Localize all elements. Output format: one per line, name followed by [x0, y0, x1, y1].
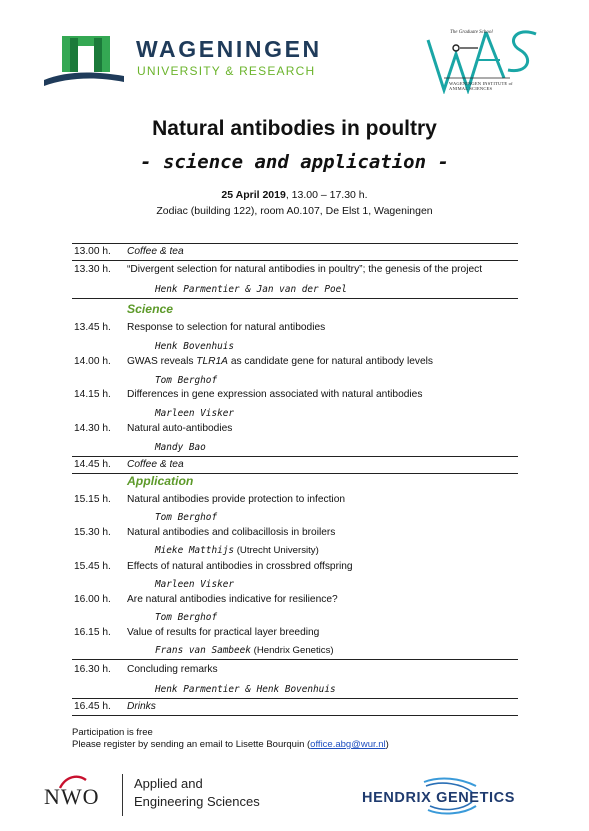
program-speaker	[155, 341, 234, 352]
program-time: 15.30 h.	[74, 527, 111, 538]
wur-name: WAGENINGEN	[136, 36, 322, 62]
speaker-affiliation: (Utrecht University)	[234, 545, 319, 556]
program-speaker	[155, 684, 336, 695]
participation-note: Participation is free	[72, 727, 153, 738]
email-link[interactable]: office.abg@wur.nl	[310, 739, 386, 750]
nwo-wordmark: NWO	[44, 784, 100, 809]
program-speaker	[155, 442, 206, 453]
speaker-name: Tom Berghof	[155, 375, 218, 386]
program-divider	[72, 698, 518, 699]
program-time: 14.15 h.	[74, 389, 111, 400]
speaker-name: Frans van Sambeek	[155, 645, 251, 656]
program-description: Natural antibodies and colibacillosis in broilers	[127, 527, 336, 538]
speaker-name: Tom Berghof	[155, 612, 218, 623]
program-description: Are natural antibodies indicative for resilience?	[127, 594, 338, 605]
program-time: 16.45 h.	[74, 701, 111, 712]
event-date-bold: 25 April 2019	[221, 189, 286, 201]
speaker-name: Henk Parmentier & Henk Bovenhuis	[155, 684, 336, 695]
program-speaker	[155, 408, 234, 419]
program-time: 13.00 h.	[74, 246, 111, 257]
speaker-name: Tom Berghof	[155, 512, 218, 523]
wias-graduate-school-text: The Graduate School	[450, 30, 493, 35]
page-subtitle: - science and application -	[140, 151, 449, 173]
program-description: Natural auto-antibodies	[127, 423, 233, 434]
hendrix-wordmark: HENDRIX GENETICS	[362, 790, 516, 806]
speaker-name: Mandy Bao	[155, 442, 206, 453]
program-speaker	[155, 612, 217, 623]
program-speaker	[155, 284, 347, 295]
speaker-name: Marleen Visker	[155, 579, 235, 590]
nwo-text-line2: Engineering Sciences	[134, 794, 260, 809]
program-description: Effects of natural antibodies in crossbred offspring	[127, 561, 353, 572]
program-divider	[72, 659, 518, 660]
program-time: 14.45 h.	[74, 459, 111, 470]
program-time: 16.30 h.	[74, 664, 111, 675]
gene-name: TLR1A	[196, 356, 228, 367]
program-divider	[72, 715, 518, 716]
page-title: Natural antibodies in poultry	[152, 117, 437, 140]
program-description: Coffee & tea	[127, 459, 184, 470]
program-divider	[72, 456, 518, 457]
section-heading-application: Application	[127, 474, 194, 488]
wias-name-line1: WAGENINGEN INSTITUTE of	[449, 81, 513, 86]
nwo-divider	[122, 774, 123, 816]
nwo-logo	[44, 772, 284, 822]
speaker-name: Henk Bovenhuis	[155, 341, 235, 352]
program-description: Response to selection for natural antibodies	[127, 322, 326, 333]
wur-logo	[44, 32, 354, 94]
description-part: GWAS reveals	[127, 356, 197, 367]
program-time: 15.45 h.	[74, 561, 111, 572]
program-time: 16.00 h.	[74, 594, 111, 605]
wias-logo	[420, 20, 544, 94]
section-heading-science: Science	[127, 302, 174, 316]
program-divider	[72, 260, 518, 261]
program-speaker	[155, 512, 217, 523]
registration-note	[72, 739, 389, 750]
speaker-name: Marleen Visker	[155, 408, 235, 419]
program-description: Drinks	[127, 701, 156, 712]
nwo-swoosh-icon	[58, 772, 88, 792]
program-description: Differences in gene expression associated with natural antibodies	[127, 389, 423, 400]
speaker-affiliation: (Hendrix Genetics)	[250, 645, 334, 656]
nwo-text-line1: Applied and	[134, 776, 203, 791]
program-speaker	[155, 579, 234, 590]
wias-name-line2: ANIMAL SCIENCES	[449, 86, 493, 91]
description-part: as candidate gene for natural antibody levels	[227, 356, 434, 367]
program-description: Value of results for practical layer breeding	[127, 627, 320, 638]
program-time: 16.15 h.	[74, 627, 111, 638]
registration-text-end: )	[385, 739, 389, 750]
program-time: 14.00 h.	[74, 356, 111, 367]
speaker-name: Henk Parmentier & Jan van der Poel	[155, 284, 347, 295]
hendrix-genetics-logo	[362, 774, 542, 818]
program-description: Concluding remarks	[127, 664, 218, 675]
speaker-name: Mieke Matthijs	[155, 545, 235, 556]
event-venue: Zodiac (building 122), room A0.107, De Elst 1, Wageningen	[156, 205, 433, 217]
event-date	[0, 189, 589, 201]
event-time: , 13.00 – 17.30 h.	[285, 189, 368, 201]
program-description: Coffee & tea	[127, 246, 184, 257]
program-time: 13.45 h.	[74, 322, 111, 333]
program-description: Natural antibodies provide protection to infection	[127, 494, 346, 505]
program-speaker	[155, 645, 334, 656]
wur-subtitle: UNIVERSITY & RESEARCH	[137, 64, 316, 78]
program-time: 15.15 h.	[74, 494, 111, 505]
registration-text: Please register by sending an email to Lisette Bourquin (	[72, 739, 311, 750]
program-description	[127, 356, 433, 367]
program-time: 13.30 h.	[74, 264, 111, 275]
program-divider	[72, 243, 518, 244]
program-divider	[72, 298, 518, 299]
program-time: 14.30 h.	[74, 423, 111, 434]
wur-logo-mark-icon	[44, 32, 124, 90]
program-speaker	[155, 375, 217, 386]
program-speaker	[155, 545, 319, 556]
program-description: “Divergent selection for natural antibodies in poultry”; the genesis of the project	[127, 264, 483, 275]
